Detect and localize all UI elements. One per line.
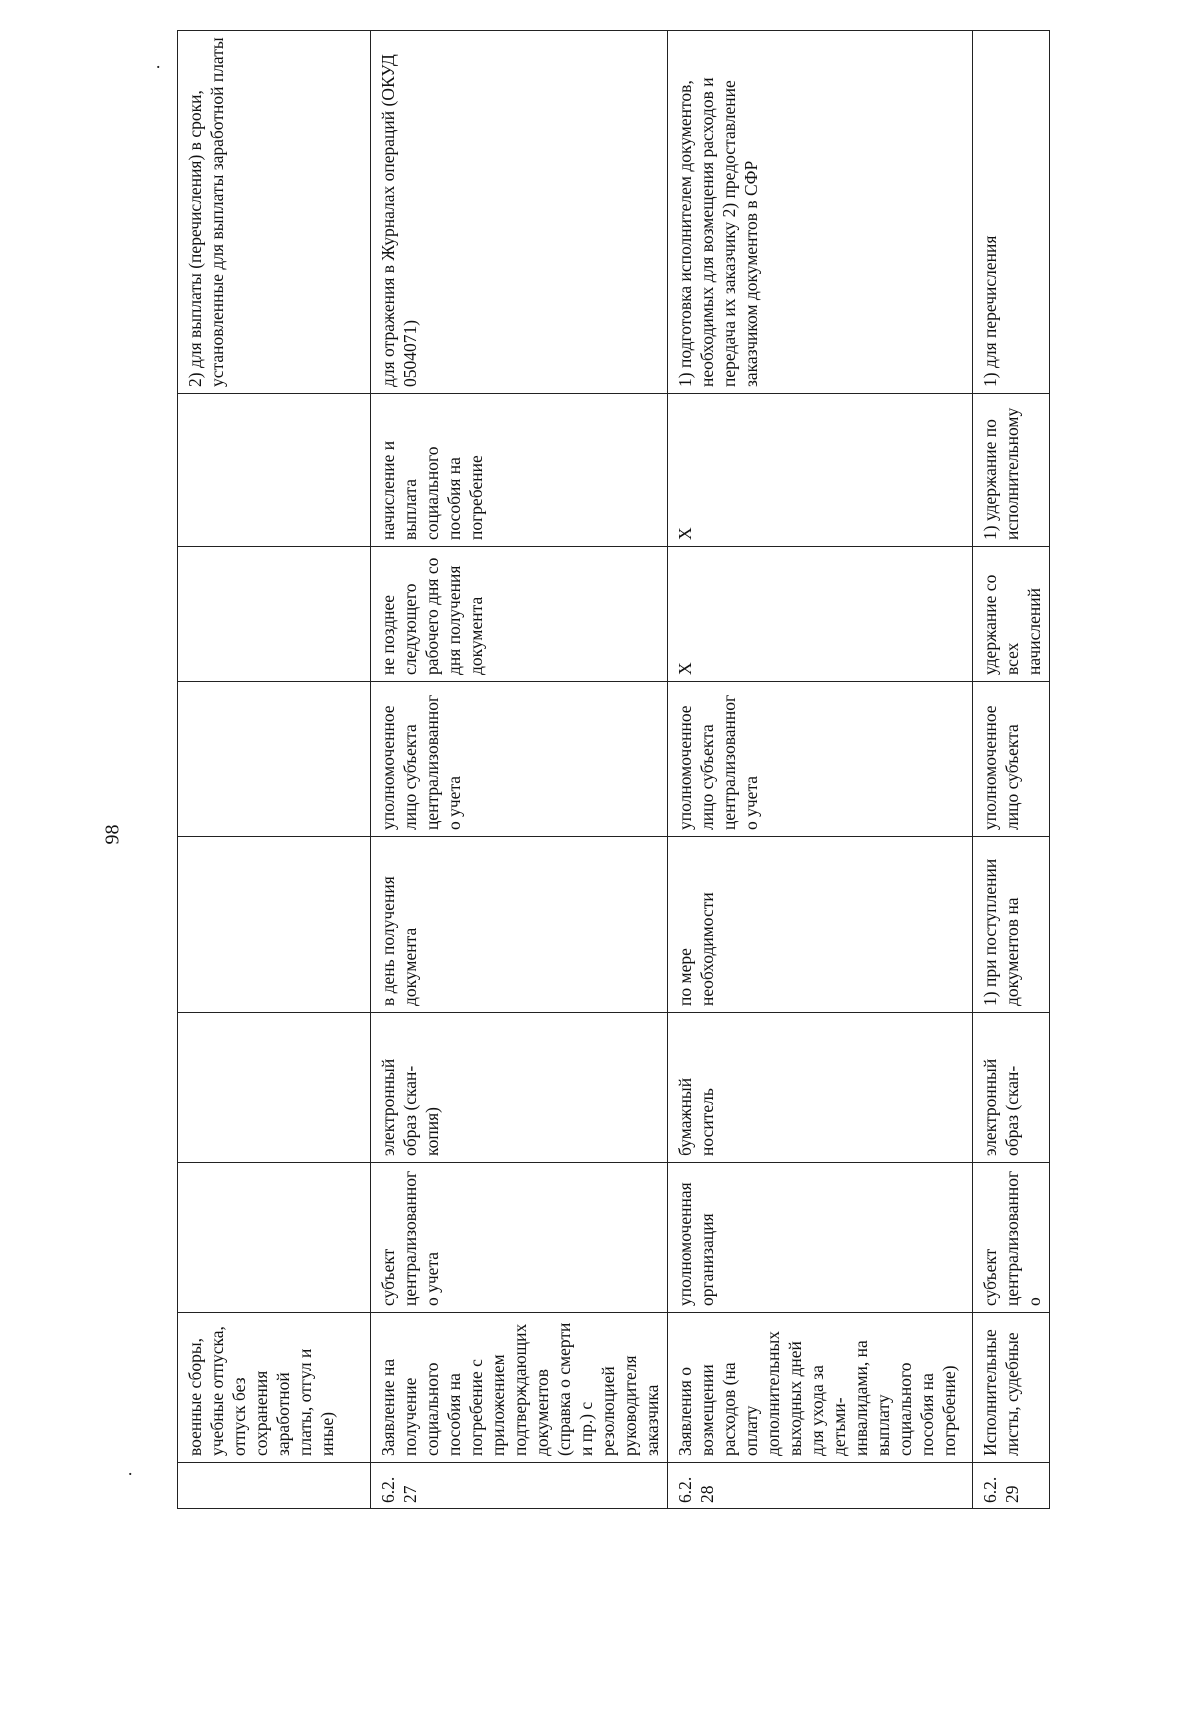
cell-responsible: уполномоченное лицо субъекта централизованного учета [371,682,668,837]
cell-document: Заявления о возмещении расходов (на оплату дополнительных выходных дней для ухода за детьми-инвалидами, на выплату социального пособия на погребение) [668,1313,973,1463]
cell-purpose: 1) для перечисления [973,31,1050,394]
cell-num [178,1463,371,1509]
cell-operation: Х [668,394,973,547]
cell-when-submit: 1) при поступлении документов на [973,837,1050,1013]
cell-document: военные сборы, учебные отпуска, отпуск без сохранения заработной платы, отгул и иные) [178,1313,371,1463]
cell-form [178,1013,371,1163]
cell-form: электронный образ (скан- [973,1013,1050,1163]
cell-when-submit: по мере необходимости [668,837,973,1013]
cell-form: электронный образ (скан-копия) [371,1013,668,1163]
cell-purpose: 1) подготовка исполнителем документов, необходимых для возмещения расходов и передача их заказчику 2) предоставление заказчиком документов в СФР [668,31,973,394]
cell-deadline: удержание со всех начислений [973,547,1050,682]
table-row [178,31,371,1509]
cell-deadline: не позднее следующего рабочего дня со дня получения документа [371,547,668,682]
cell-deadline [178,547,371,682]
scan-dot: . [128,1459,133,1479]
cell-responsible: уполномоченное лицо субъекта [973,682,1050,837]
cell-purpose: для отражения в Журналах операций (ОКУД 0504071) [371,31,668,394]
cell-document: Исполнительные листы, судебные [973,1313,1050,1463]
cell-operation [178,394,371,547]
cell-form: бумажный носитель [668,1013,973,1163]
cell-num: 6.2.28 [668,1463,973,1509]
cell-when-submit [178,837,371,1013]
cell-operation: 1) удержание по исполнительному [973,394,1050,547]
cell-who-submits: субъект централизованного [973,1163,1050,1313]
cell-responsible: уполномоченное лицо субъекта централизованного учета [668,682,973,837]
cell-document: Заявление на получение социального пособия на погребение с приложением подтверждающих документов (справка о смерти и пр.) с резолюцией руководителя заказчика [371,1313,668,1463]
table-row [668,31,973,1509]
cell-deadline: Х [668,547,973,682]
cell-num: 6.2.29 [973,1463,1050,1509]
rotated-table-wrapper [177,31,1044,1509]
table-row [371,31,668,1509]
cell-responsible [178,682,371,837]
table-row [973,31,1050,1509]
cell-purpose: 2) для выплаты (перечисления) в сроки, установленные для выплаты заработной платы [178,31,371,394]
scan-dot: . [156,52,161,72]
page-number: 98 [101,824,124,845]
cell-num: 6.2.27 [371,1463,668,1509]
cell-operation: начисление и выплата социального пособия на погребение [371,394,668,547]
cell-who-submits: субъект централизованного учета [371,1163,668,1313]
cell-when-submit: в день получения документа [371,837,668,1013]
cell-who-submits: уполномоченная организация [668,1163,973,1313]
cell-who-submits [178,1163,371,1313]
registry-table [177,30,1050,1509]
